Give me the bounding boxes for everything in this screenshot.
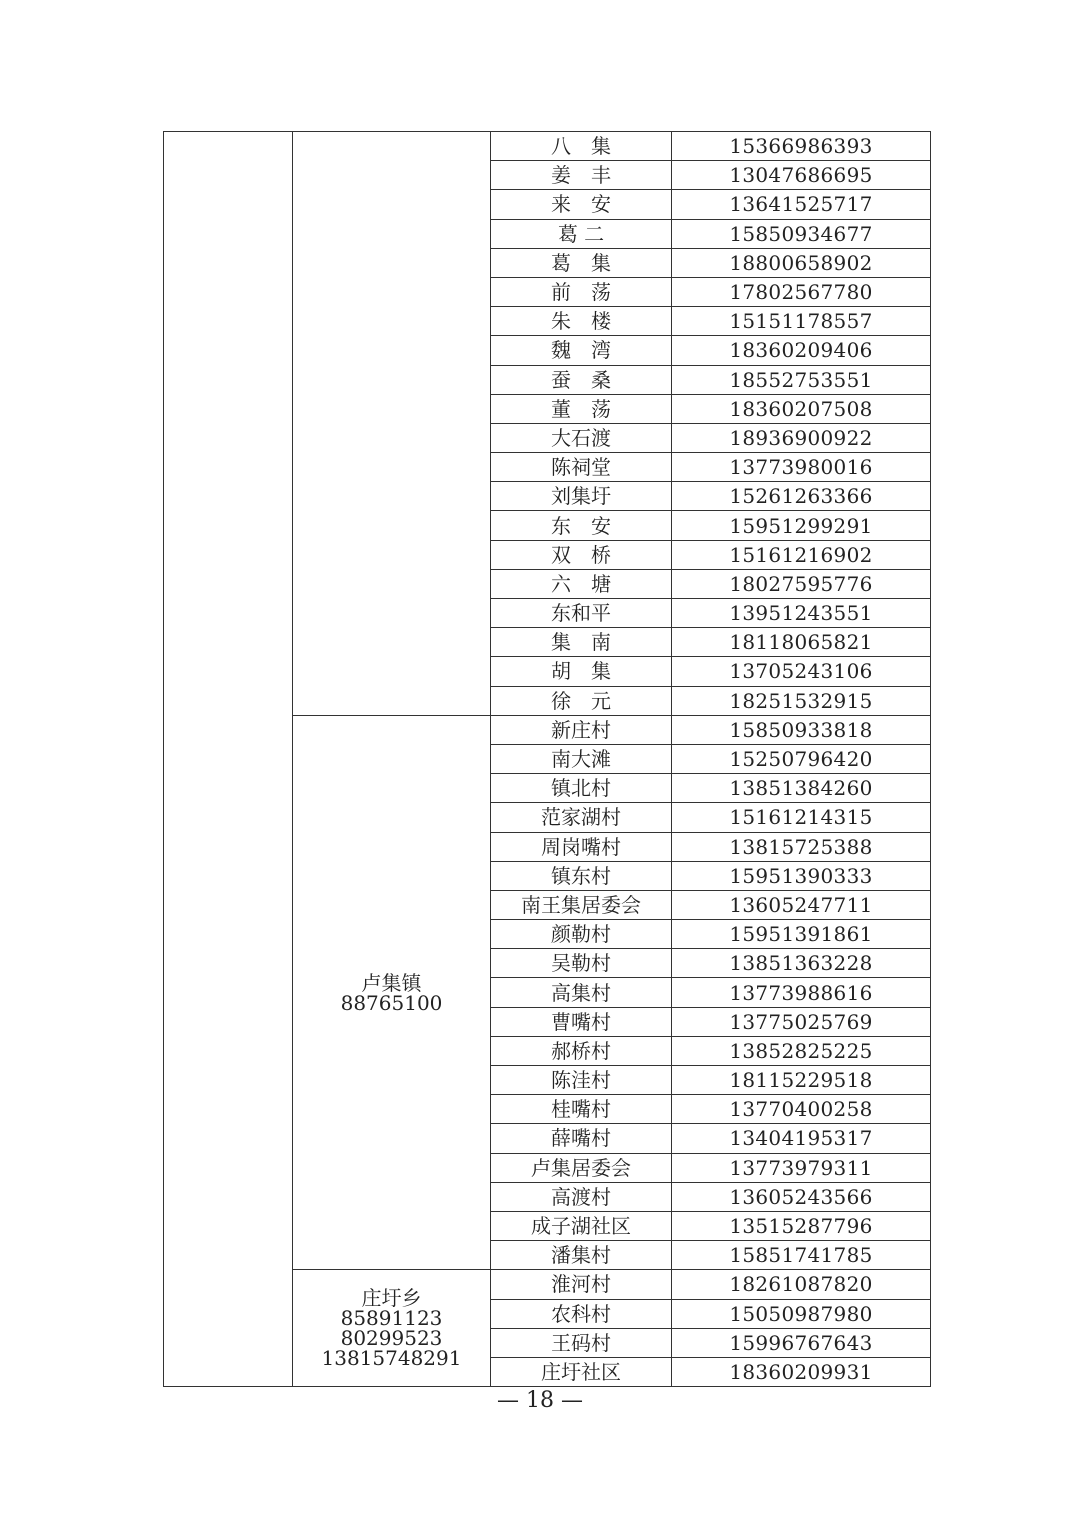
village-name: 前 荡	[491, 277, 672, 306]
village-name: 魏 湾	[491, 336, 672, 365]
village-phone: 13515287796	[672, 1211, 931, 1240]
village-phone: 13815725388	[672, 832, 931, 861]
town-name: 卢集镇	[361, 970, 422, 995]
town-phone: 88765100	[340, 990, 443, 1015]
page-number: — 18 —	[497, 1388, 583, 1413]
village-name: 八 集	[491, 132, 672, 161]
village-name: 新庄村	[491, 715, 672, 744]
village-phone: 13773988616	[672, 978, 931, 1007]
village-name: 大石渡	[491, 423, 672, 452]
village-phone: 18115229518	[672, 1066, 931, 1095]
village-phone: 15851741785	[672, 1241, 931, 1270]
village-phone: 13852825225	[672, 1036, 931, 1065]
county-cell	[164, 132, 293, 1387]
village-name: 高渡村	[491, 1182, 672, 1211]
village-name: 农科村	[491, 1299, 672, 1328]
village-name: 薛嘴村	[491, 1124, 672, 1153]
village-name: 南大滩	[491, 744, 672, 773]
village-name: 董 荡	[491, 394, 672, 423]
village-phone: 13641525717	[672, 190, 931, 219]
village-phone: 13605243566	[672, 1182, 931, 1211]
village-name: 周岗嘴村	[491, 832, 672, 861]
village-name: 来 安	[491, 190, 672, 219]
village-name: 淮河村	[491, 1270, 672, 1299]
village-phone: 13605247711	[672, 890, 931, 919]
village-name: 王码村	[491, 1328, 672, 1357]
town-cell	[293, 715, 491, 1270]
village-name: 桂嘴村	[491, 1095, 672, 1124]
village-phone: 15850933818	[672, 715, 931, 744]
village-name: 刘集圩	[491, 482, 672, 511]
village-name: 颜勒村	[491, 920, 672, 949]
town-name: 庄圩乡	[361, 1286, 422, 1311]
village-phone: 13851363228	[672, 949, 931, 978]
town-phone: 85891123	[340, 1306, 443, 1331]
village-phone: 13705243106	[672, 657, 931, 686]
village-phone: 13404195317	[672, 1124, 931, 1153]
village-name: 蚕 桑	[491, 365, 672, 394]
town-cell	[293, 132, 491, 716]
village-phone: 13773979311	[672, 1153, 931, 1182]
table-row	[164, 132, 931, 161]
contact-table	[163, 131, 931, 1387]
village-name: 葛 集	[491, 248, 672, 277]
village-name: 庄圩社区	[491, 1357, 672, 1386]
village-name: 镇东村	[491, 861, 672, 890]
village-phone: 15261263366	[672, 482, 931, 511]
village-phone: 18261087820	[672, 1270, 931, 1299]
contact-table-body	[164, 132, 931, 1387]
village-phone: 13775025769	[672, 1007, 931, 1036]
village-phone: 18360209406	[672, 336, 931, 365]
village-phone: 15161214315	[672, 803, 931, 832]
village-phone: 13951243551	[672, 599, 931, 628]
village-name: 陈祠堂	[491, 453, 672, 482]
village-name: 吴勒村	[491, 949, 672, 978]
village-phone: 15951299291	[672, 511, 931, 540]
village-name: 朱 楼	[491, 307, 672, 336]
village-name: 曹嘴村	[491, 1007, 672, 1036]
village-name: 潘集村	[491, 1241, 672, 1270]
village-phone: 15850934677	[672, 219, 931, 248]
village-name: 卢集居委会	[491, 1153, 672, 1182]
village-phone: 15951391861	[672, 920, 931, 949]
village-phone: 18360207508	[672, 394, 931, 423]
town-phone: 80299523	[340, 1326, 443, 1351]
village-phone: 13047686695	[672, 161, 931, 190]
village-phone: 18936900922	[672, 423, 931, 452]
village-name: 成子湖社区	[491, 1211, 672, 1240]
village-name: 六 塘	[491, 569, 672, 598]
village-phone: 13770400258	[672, 1095, 931, 1124]
village-phone: 13851384260	[672, 774, 931, 803]
village-phone: 15151178557	[672, 307, 931, 336]
village-name: 东 安	[491, 511, 672, 540]
village-phone: 17802567780	[672, 277, 931, 306]
town-cell	[293, 1270, 491, 1387]
village-phone: 15951390333	[672, 861, 931, 890]
village-phone: 15996767643	[672, 1328, 931, 1357]
village-phone: 18552753551	[672, 365, 931, 394]
village-phone: 18251532915	[672, 686, 931, 715]
village-phone: 15161216902	[672, 540, 931, 569]
village-name: 东和平	[491, 599, 672, 628]
village-name: 双 桥	[491, 540, 672, 569]
village-phone: 15050987980	[672, 1299, 931, 1328]
village-phone: 18027595776	[672, 569, 931, 598]
village-name: 镇北村	[491, 774, 672, 803]
village-name: 胡 集	[491, 657, 672, 686]
village-name: 陈洼村	[491, 1066, 672, 1095]
village-name: 南王集居委会	[491, 890, 672, 919]
village-name: 集 南	[491, 628, 672, 657]
village-phone: 18800658902	[672, 248, 931, 277]
village-phone: 15366986393	[672, 132, 931, 161]
village-phone: 18118065821	[672, 628, 931, 657]
village-name: 范家湖村	[491, 803, 672, 832]
village-phone: 15250796420	[672, 744, 931, 773]
town-phone: 13815748291	[321, 1346, 462, 1371]
village-phone: 18360209931	[672, 1357, 931, 1386]
village-name: 徐 元	[491, 686, 672, 715]
village-name: 姜 丰	[491, 161, 672, 190]
village-name: 葛 二	[491, 219, 672, 248]
village-name: 郝桥村	[491, 1036, 672, 1065]
village-name: 高集村	[491, 978, 672, 1007]
village-phone: 13773980016	[672, 453, 931, 482]
